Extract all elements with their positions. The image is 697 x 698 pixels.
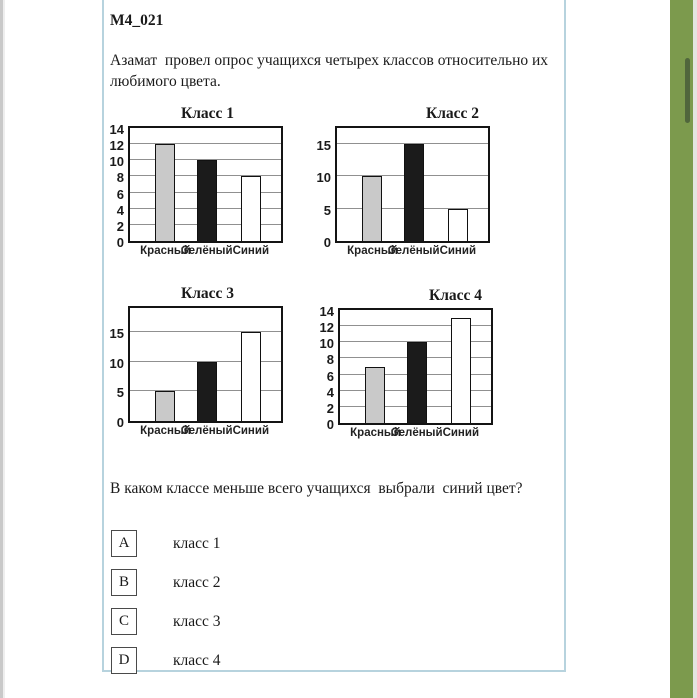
option-letter-box[interactable] xyxy=(111,647,137,674)
x-category-label: Зелёный xyxy=(391,427,443,439)
y-tick-label: 14 xyxy=(319,304,334,319)
option-letter: A xyxy=(118,535,130,551)
question-text: В каком классе меньше всего учащихся выбрали синий цвет? xyxy=(110,480,523,497)
option-letter: B xyxy=(118,574,129,590)
option-label: класс 2 xyxy=(173,573,221,591)
x-category-label: Зелёный xyxy=(181,245,233,257)
y-tick-label: 8 xyxy=(116,170,124,186)
y-tick-label: 2 xyxy=(326,400,334,416)
question-panel xyxy=(102,0,566,672)
intro-text: Азамат провел опрос учащихся четырех классов относительно их любимого цвета. xyxy=(110,52,552,91)
left-edge-strip xyxy=(0,0,5,698)
x-category-label: Синий xyxy=(439,245,477,257)
chart-class-1 xyxy=(104,105,285,259)
x-category-label: Красный xyxy=(350,427,401,439)
chart-title: Класс 3 xyxy=(180,285,235,302)
bar-red xyxy=(362,176,382,241)
y-tick-label: 12 xyxy=(319,320,334,336)
chart-class-2 xyxy=(311,105,492,259)
option-letter: C xyxy=(118,613,129,629)
y-tick-label: 15 xyxy=(109,325,124,341)
y-axis xyxy=(314,304,338,432)
y-axis xyxy=(104,306,128,430)
gridline xyxy=(130,143,281,144)
y-axis xyxy=(311,126,335,250)
bar-red xyxy=(155,144,175,241)
option-label: класс 4 xyxy=(173,651,221,669)
y-tick-label: 5 xyxy=(116,385,124,401)
answer-option-c[interactable] xyxy=(111,608,221,635)
bar-blue xyxy=(448,209,468,241)
bar-green xyxy=(197,160,217,241)
bar-blue xyxy=(241,176,261,241)
x-category-label: Красный xyxy=(347,245,398,257)
option-label: класс 3 xyxy=(173,612,221,630)
y-tick-label: 0 xyxy=(116,415,124,430)
y-tick-label: 4 xyxy=(326,384,334,400)
plot-area xyxy=(335,126,490,243)
y-tick-label: 10 xyxy=(316,170,331,186)
option-letter-box[interactable] xyxy=(111,569,137,596)
plot-area xyxy=(128,126,283,243)
scrollbar-thumb[interactable] xyxy=(685,58,690,123)
plot-area xyxy=(128,306,283,423)
option-letter-box[interactable] xyxy=(111,530,137,557)
x-category-label: Синий xyxy=(232,245,270,257)
x-axis-labels xyxy=(130,243,281,259)
bar-green xyxy=(404,144,424,241)
chart-class-3 xyxy=(104,285,285,439)
x-category-label: Красный xyxy=(140,245,191,257)
y-tick-label: 0 xyxy=(326,417,334,432)
y-tick-label: 6 xyxy=(326,368,334,384)
task-code: M4_021 xyxy=(110,12,164,29)
y-tick-label: 5 xyxy=(323,202,331,218)
y-tick-label: 10 xyxy=(319,336,334,352)
bar-green xyxy=(197,362,217,421)
plot-area xyxy=(338,308,493,425)
y-tick-label: 0 xyxy=(116,235,124,250)
x-category-label: Синий xyxy=(442,427,480,439)
bar-green xyxy=(407,342,427,423)
right-edge-strip xyxy=(693,0,697,698)
y-tick-label: 2 xyxy=(116,218,124,234)
y-tick-label: 14 xyxy=(109,122,124,137)
bar-red xyxy=(155,391,175,421)
x-category-label: Синий xyxy=(232,425,270,437)
y-tick-label: 6 xyxy=(116,186,124,202)
x-category-label: Зелёный xyxy=(181,425,233,437)
y-tick-label: 4 xyxy=(116,202,124,218)
x-axis-labels xyxy=(337,243,488,259)
x-axis-labels xyxy=(340,425,491,441)
option-letter-box[interactable] xyxy=(111,608,137,635)
answer-option-a[interactable] xyxy=(111,530,221,557)
chart-title: Класс 2 xyxy=(425,105,480,122)
chart-class-4 xyxy=(314,287,495,441)
y-tick-label: 10 xyxy=(109,355,124,371)
option-label: класс 1 xyxy=(173,534,221,552)
answer-options xyxy=(111,530,221,686)
chart-title: Класс 4 xyxy=(428,287,483,304)
x-category-label: Зелёный xyxy=(388,245,440,257)
bar-blue xyxy=(241,332,261,421)
y-tick-label: 15 xyxy=(316,138,331,154)
bar-blue xyxy=(451,318,471,423)
answer-option-b[interactable] xyxy=(111,569,221,596)
x-category-label: Красный xyxy=(140,425,191,437)
y-axis xyxy=(104,122,128,250)
y-tick-label: 12 xyxy=(109,138,124,154)
y-tick-label: 8 xyxy=(326,352,334,368)
option-letter: D xyxy=(118,652,130,668)
y-tick-label: 10 xyxy=(109,154,124,170)
chart-title: Класс 1 xyxy=(180,105,235,122)
x-axis-labels xyxy=(130,423,281,439)
answer-option-d[interactable] xyxy=(111,647,221,674)
scrollbar-track[interactable] xyxy=(670,0,693,698)
y-tick-label: 0 xyxy=(323,235,331,250)
bar-red xyxy=(365,367,385,424)
